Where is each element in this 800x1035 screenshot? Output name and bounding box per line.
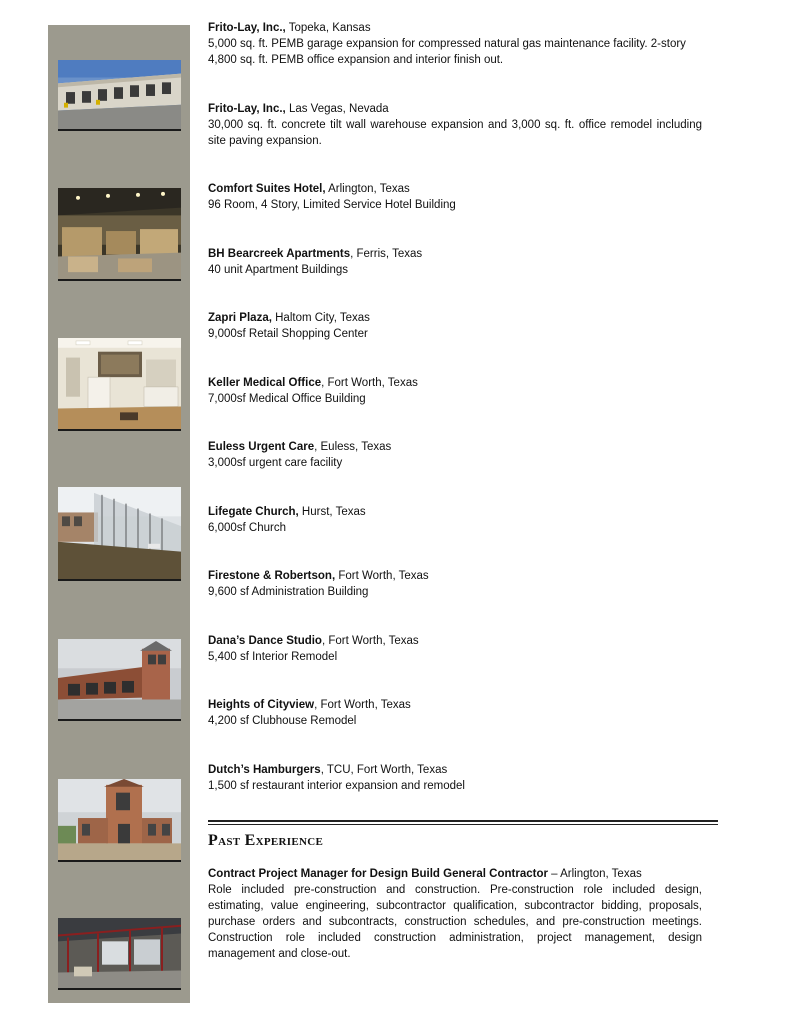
project-name: Frito-Lay, Inc., [208, 22, 286, 34]
project-entry [208, 375, 702, 407]
project-description: 3,000sf urgent care facility [208, 457, 343, 469]
project-location: , Fort Worth, Texas [314, 699, 411, 711]
project-description: 4,200 sf Clubhouse Remodel [208, 715, 357, 727]
section-divider-top [208, 820, 718, 822]
project-name: Lifegate Church, [208, 506, 299, 518]
project-entry [208, 633, 702, 665]
project-entry [208, 181, 702, 213]
past-experience-entry [208, 866, 702, 962]
project-entry [208, 101, 702, 149]
past-description: Role included pre-construction and construction. Pre-construction role included design, estimating, value engineering, subcontractor qualification, subcontractor bidding, proposals, purchase orders and subcontracts, construction schedules, and pre-construction meetings. Construction role included construction administration, project management, design management and close-out. [208, 884, 702, 960]
project-description: 30,000 sq. ft. concrete tilt wall warehouse expansion and 3,000 sq. ft. office remodel including site paving expansion. [208, 119, 702, 147]
project-entry [208, 246, 702, 278]
project-description: 6,000sf Church [208, 522, 286, 534]
photo-steel-frame-interior [58, 918, 181, 990]
past-role-location: – Arlington, Texas [547, 868, 642, 880]
project-location: Las Vegas, Nevada [285, 103, 389, 115]
photo-brick-retail [58, 639, 181, 721]
photo-church-construction [58, 487, 181, 581]
project-name: Zapri Plaza, [208, 312, 272, 324]
project-name: Dutch’s Hamburgers [208, 764, 321, 776]
project-name: Firestone & Robertson, [208, 570, 336, 582]
project-name: Frito-Lay, Inc., [208, 103, 286, 115]
project-name: BH Bearcreek Apartments [208, 248, 351, 260]
section-divider-bottom [208, 824, 718, 825]
project-name: Heights of Cityview [208, 699, 315, 711]
project-location: Fort Worth, Texas [335, 570, 429, 582]
project-location: , Euless, Texas [314, 441, 392, 453]
photo-restaurant-tower [58, 779, 181, 862]
project-description: 9,000sf Retail Shopping Center [208, 328, 368, 340]
project-name: Keller Medical Office [208, 377, 322, 389]
project-entry [208, 697, 702, 729]
project-location: , Fort Worth, Texas [321, 635, 419, 647]
project-description: 1,500 sf restaurant interior expansion and remodel [208, 780, 465, 792]
project-description: 7,000sf Medical Office Building [208, 393, 366, 405]
project-location: , Ferris, Texas [350, 248, 423, 260]
project-name: Dana’s Dance Studio [208, 635, 322, 647]
project-name: Comfort Suites Hotel, [208, 183, 326, 195]
photo-office-interior [58, 338, 181, 431]
project-location: Topeka, Kansas [285, 22, 371, 34]
project-description: 5,400 sf Interior Remodel [208, 651, 338, 663]
project-entry [208, 568, 702, 600]
project-description: 96 Room, 4 Story, Limited Service Hotel Building [208, 199, 456, 211]
section-title-past-experience: Past Experience [208, 832, 324, 849]
project-description: 5,000 sq. ft. PEMB garage expansion for compressed natural gas maintenance facility. 2-story 4,800 sq. ft. PEMB office expansion and interior finish out. [208, 38, 686, 66]
project-description: 9,600 sf Administration Building [208, 586, 369, 598]
past-role: Contract Project Manager for Design Build General Contractor [208, 868, 548, 880]
project-location: , TCU, Fort Worth, Texas [320, 764, 448, 776]
photo-warehouse-exterior [58, 60, 181, 131]
project-name: Euless Urgent Care [208, 441, 315, 453]
project-location: Hurst, Texas [298, 506, 366, 518]
project-entry [208, 310, 702, 342]
project-entry [208, 20, 702, 68]
project-location: Haltom City, Texas [271, 312, 370, 324]
photo-warehouse-interior [58, 188, 181, 281]
project-description: 40 unit Apartment Buildings [208, 264, 349, 276]
project-entry [208, 439, 702, 471]
project-location: Arlington, Texas [325, 183, 410, 195]
project-entry [208, 762, 702, 794]
project-entry [208, 504, 702, 536]
project-location: , Fort Worth, Texas [321, 377, 418, 389]
